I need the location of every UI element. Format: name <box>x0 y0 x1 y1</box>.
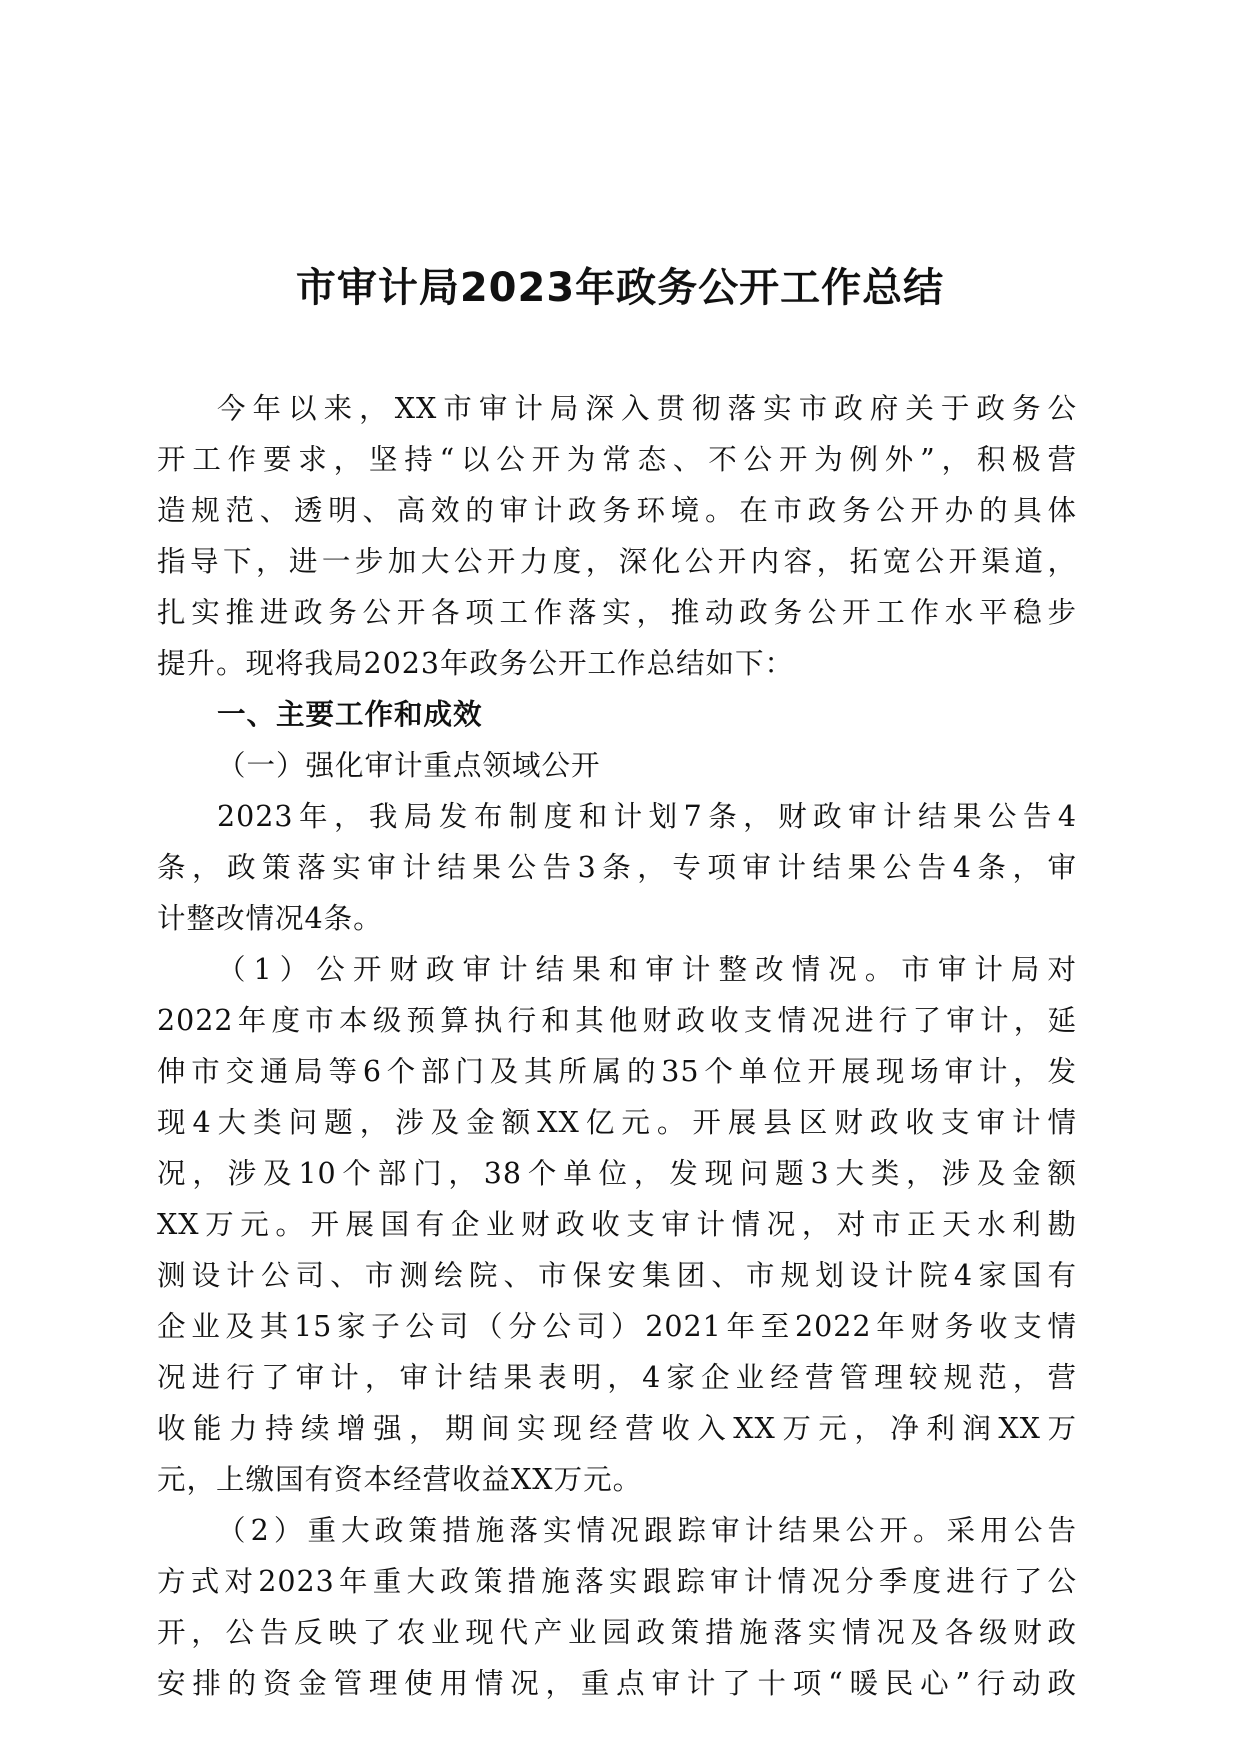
paragraph-line: （1）公开财政审计结果和审计整改情况。市审计局对 <box>217 953 1077 986</box>
document-body <box>157 383 1077 1709</box>
paragraph-line: 企业及其15家子公司（分公司）2021年至2022年财务收支情 <box>157 1310 1077 1343</box>
paragraph-line: 条，政策落实审计结果公告3条，专项审计结果公告4条，审 <box>157 851 1077 884</box>
paragraph-line: 伸市交通局等6个部门及其所属的35个单位开展现场审计，发 <box>157 1055 1077 1088</box>
paragraph-line: 况，涉及10个部门，38个单位，发现问题3大类，涉及金额 <box>157 1157 1077 1190</box>
paragraph-line: 开工作要求，坚持“以公开为常态、不公开为例外”，积极营 <box>157 443 1077 476</box>
document-title: 市审计局2023年政务公开工作总结 <box>295 265 945 311</box>
paragraph-line: 提升。现将我局2023年政务公开工作总结如下： <box>157 647 795 680</box>
paragraph-line: 指导下，进一步加大公开力度，深化公开内容，拓宽公开渠道， <box>157 545 1077 578</box>
paragraph-line: 造规范、透明、高效的审计政务环境。在市政务公开办的具体 <box>157 494 1077 527</box>
paragraph-line: 安排的资金管理使用情况，重点审计了十项“暖民心”行动政 <box>157 1667 1077 1700</box>
paragraph-line: 现4大类问题，涉及金额XX亿元。开展县区财政收支审计情 <box>157 1106 1077 1139</box>
subsection-heading: （一）强化审计重点领域公开 <box>217 749 601 782</box>
paragraph-line: XX万元。开展国有企业财政收支审计情况，对市正天水利勘 <box>157 1208 1077 1241</box>
paragraph-line: 收能力持续增强，期间实现经营收入XX万元，净利润XX万 <box>157 1412 1077 1445</box>
paragraph-line: 元，上缴国有资本经营收益XX万元。 <box>157 1463 643 1496</box>
paragraph-line: 计整改情况4条。 <box>157 902 383 935</box>
paragraph-line: 今年以来，XX市审计局深入贯彻落实市政府关于政务公 <box>217 392 1077 425</box>
paragraph-line: 2023年，我局发布制度和计划7条，财政审计结果公告4 <box>217 800 1077 833</box>
paragraph-line: 扎实推进政务公开各项工作落实，推动政务公开工作水平稳步 <box>157 596 1077 629</box>
paragraph-line: 况进行了审计，审计结果表明，4家企业经营管理较规范，营 <box>157 1361 1077 1394</box>
paragraph-line: （2）重大政策措施落实情况跟踪审计结果公开。采用公告 <box>217 1514 1077 1547</box>
paragraph-line: 测设计公司、市测绘院、市保安集团、市规划设计院4家国有 <box>157 1259 1077 1292</box>
section-heading: 一、主要工作和成效 <box>217 698 483 731</box>
paragraph-line: 方式对2023年重大政策措施落实跟踪审计情况分季度进行了公 <box>157 1565 1077 1598</box>
paragraph-line: 2022年度市本级预算执行和其他财政收支情况进行了审计，延 <box>157 1004 1077 1037</box>
paragraph-line: 开，公告反映了农业现代产业园政策措施落实情况及各级财政 <box>157 1616 1077 1649</box>
